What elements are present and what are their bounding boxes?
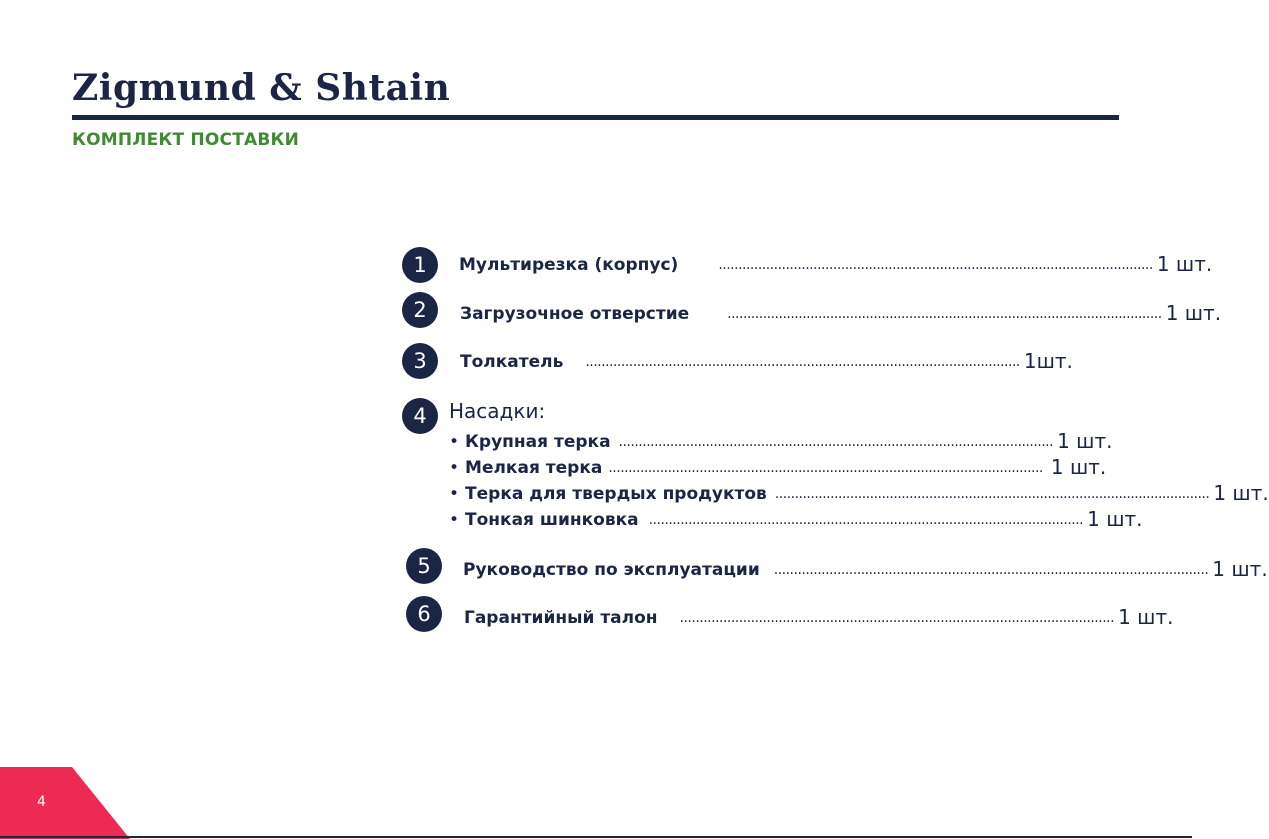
item-label: Терка для твердых продуктов <box>465 484 767 504</box>
item-quantity: 1 шт. <box>1156 252 1213 276</box>
list-item <box>459 252 1213 276</box>
header-divider <box>72 115 1119 120</box>
item-label: Тонкая шинковка <box>465 510 639 530</box>
page-number: 4 <box>37 794 46 810</box>
item-quantity: 1шт. <box>1023 349 1073 373</box>
leader-dots: .............................................................................................................. <box>585 354 1020 370</box>
item-label: Гарантийный талон <box>464 608 658 628</box>
leader-dots: .............................................................................................................. <box>773 562 1209 578</box>
page-corner-accent <box>0 767 130 839</box>
item-number-badge: 6 <box>406 596 442 632</box>
section-title: КОМПЛЕКТ ПОСТАВКИ <box>72 130 300 150</box>
item-number-badge: 4 <box>402 398 438 434</box>
list-item <box>449 429 1113 453</box>
attachments-title: Насадки: <box>449 399 546 423</box>
list-item <box>464 605 1174 629</box>
leader-dots: .............................................................................................................. <box>608 460 1043 476</box>
item-label: Руководство по эксплуатации <box>463 560 760 580</box>
item-quantity: 1 шт. <box>1057 429 1113 453</box>
leader-dots: .............................................................................................................. <box>718 257 1153 273</box>
item-quantity: 1 шт. <box>1213 481 1269 505</box>
item-number-badge: 2 <box>402 292 438 328</box>
item-number-badge: 3 <box>402 343 438 379</box>
item-quantity: 1 шт. <box>1087 507 1143 531</box>
leader-dots: .............................................................................................................. <box>648 512 1084 528</box>
list-item <box>463 557 1268 581</box>
bullet: • <box>449 432 460 452</box>
item-quantity: 1 шт. <box>1212 557 1268 581</box>
item-quantity: 1 шт. <box>1165 301 1222 325</box>
list-item <box>449 481 1269 505</box>
bottom-divider <box>0 836 1192 838</box>
bullet: • <box>449 510 460 530</box>
leader-dots: .............................................................................................................. <box>727 306 1162 322</box>
list-item <box>460 301 1222 325</box>
item-label: Загрузочное отверстие <box>460 304 690 324</box>
list-item <box>449 455 1107 479</box>
item-quantity: 1 шт. <box>1118 605 1174 629</box>
bullet: • <box>449 458 460 478</box>
brand-logo-text: Zigmund & Shtain <box>72 67 451 109</box>
bullet: • <box>449 484 460 504</box>
list-item <box>460 349 1073 373</box>
item-number-badge: 1 <box>402 247 438 283</box>
item-label: Мультирезка (корпус) <box>459 255 679 275</box>
item-label: Мелкая терка <box>465 458 603 478</box>
item-label: Толкатель <box>460 352 564 372</box>
leader-dots: .............................................................................................................. <box>774 486 1210 502</box>
item-quantity: 1 шт. <box>1050 455 1107 479</box>
list-item <box>449 507 1143 531</box>
item-label: Крупная терка <box>465 432 611 452</box>
brand-logo <box>72 66 450 110</box>
item-number-badge: 5 <box>406 548 442 584</box>
leader-dots: .............................................................................................................. <box>679 610 1115 626</box>
leader-dots: .............................................................................................................. <box>618 434 1054 450</box>
